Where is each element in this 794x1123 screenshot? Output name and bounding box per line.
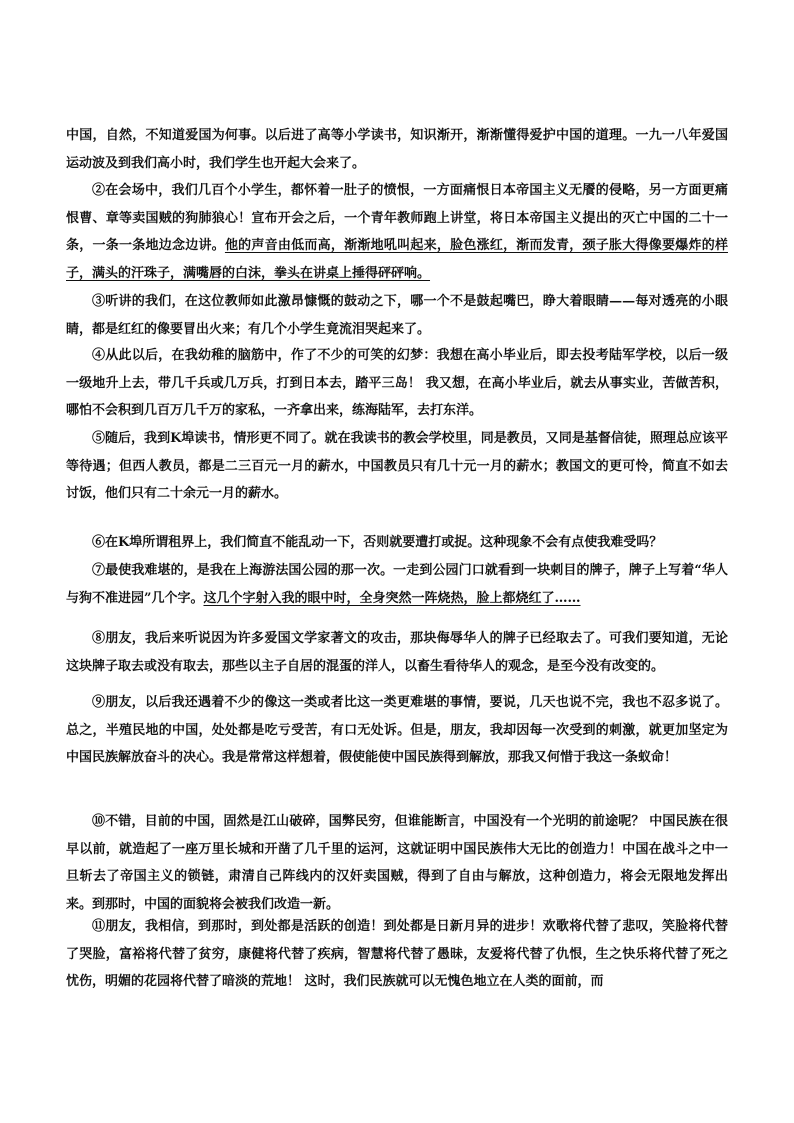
paragraph-text: ⑧朋友，我后来听说因为许多爱国文学家著文的攻击，那块侮辱华人的牌子已经取去了。可我们要知道，无论这块牌子取去或没有取去，那些以主子自居的混蛋的洋人，以畜生看待华人的观念，是至今没有改变的。 [66,631,728,674]
paragraph-text: ⑨朋友，以后我还遇着不少的像这一类或者比这一类更难堪的事情，要说，几天也说不完，我也不忍多说了。总之，半殖民地的中国，处处都是吃亏受苦，有口无处诉。但是，朋友，我却因每一次受到的刺激，就更加坚定为中国民族解放奋斗的决心。我是常常这样想着，假使能使中国民族得到解放，那我又何惜于我这一条蚁命！ [66,695,728,765]
paragraph-8 [66,625,728,680]
paragraph-1 [66,122,728,177]
paragraph-3 [66,288,728,343]
paragraph-text: ⑪朋友，我相信，到那时，到处都是活跃的创造！到处都是日新月异的进步！欢歌将代替了悲叹，笑脸将代替了哭脸，富裕将代替了贫穷，康健将代替了疾病，智慧将代替了愚昧，友爱将代替了仇恨，生之快乐将代替了死之忧伤，明媚的花园将代替了暗淡的荒地！ 这时，我们民族就可以无愧色地立在人类的面前，而 [66,919,728,989]
paragraph-text: ⑤随后，我到K埠读书，情形更不同了。就在我读书的教会学校里，同是教员，又同是基督信徒，照理总应该平等待遇；但西人教员，都是二三百元一月的薪水，中国教员只有几十元一月的薪水；教国文的更可怜，简直不如去讨饭，他们只有二十余元一月的薪水。 [66,431,728,501]
paragraph-6 [66,529,728,557]
paragraph-5 [66,425,728,508]
paragraph-7 [66,557,728,612]
paragraph-text: 中国，自然，不知道爱国为何事。以后进了高等小学读书，知识渐开，渐渐懂得爱护中国的道理。一九一八年爱国运动波及到我们高小时，我们学生也开起大会来了。 [66,128,728,171]
paragraph-text: ③听讲的我们，在这位教师如此激昂慷慨的鼓动之下，哪一个不是鼓起嘴巴，睁大着眼睛——每对透亮的小眼睛，都是红红的像要冒出火来；有几个小学生竟流泪哭起来了。 [66,294,728,337]
paragraph-text: ⑩不错，目前的中国，固然是江山破碎，国弊民穷，但谁能断言，中国没有一个光明的前途呢？ 中国民族在很早以前，就造起了一座万里长城和开凿了几千里的运河，这就证明中国民族伟大无比的创造力！中国在战斗之中一旦斩去了帝国主义的锁链，肃清自己阵线内的汉奸卖国贼，得到了自由与解放，这种创造力，将会无限地发挥出来。到那时，中国的面貌将会被我们改造一新。 [66,814,728,912]
paragraph-9 [66,689,728,772]
paragraph-text: ②在会场中，我们几百个小学生，都怀着一肚子的愤恨，一方面痛恨日本帝国主义无餍的侵略，另一方面更痛恨曹、章等卖国贼的狗肺狼心！宣布开会之后，一个青年教师跑上讲堂，将日本帝国主义提出的灭亡中国的二十一条，一条一条地边念边讲。 [66,183,728,253]
paragraph-text: ④从此以后，在我幼稚的脑筋中，作了不少的可笑的幻梦：我想在高小毕业后，即去投考陆军学校，以后一级一级地升上去，带几千兵或几万兵，打到日本去，踏平三岛！ 我又想，在高小毕业后，就去从事实业，苦做苦积，哪怕不会积到几百万几千万的家私，一齐拿出来，练海陆军，去打东洋。 [66,348,728,418]
underlined-text: 这几个字射入我的眼中时，全身突然一阵烧热，脸上都烧红了…… [203,590,581,606]
paragraph-text: ⑦最使我难堪的，是我在上海游法国公园的那一次。一走到公园门口就看到一块刺目的牌子，牌子上写着“华人与狗不准进园”几个字。 [66,563,728,606]
paragraph-10 [66,808,728,918]
paragraph-4 [66,342,728,425]
underlined-text: 他的声音由低而高，渐渐地吼叫起来，脸色涨红，渐而发青，颈子胀大得像要爆炸的样子，满头的汗珠子，满嘴唇的白沫，拳头在讲桌上捶得砰砰响。 [66,238,728,281]
paragraph-11 [66,913,728,996]
paragraph-text: ⑥在K埠所谓租界上，我们简直不能乱动一下，否则就要遭打或捉。这种现象不会有点使我难受吗？ [92,535,663,550]
paragraph-2 [66,177,728,287]
